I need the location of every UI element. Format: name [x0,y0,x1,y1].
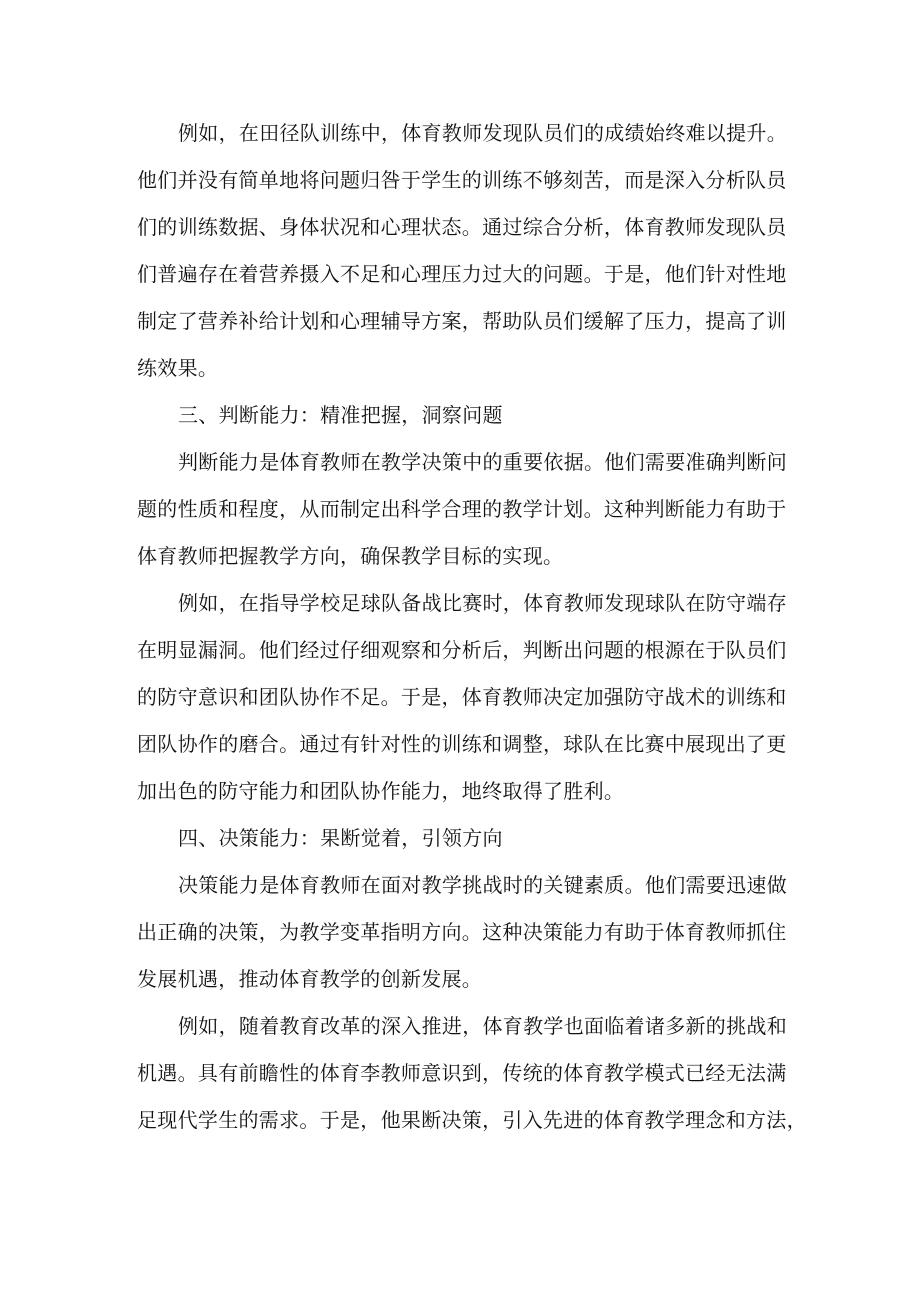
text-line: 例如，在田径队训练中，体育教师发现队员们的成绩始终难以提升。 [178,121,787,145]
section-heading-decision [137,815,797,862]
paragraph-example-reform [137,1003,807,1144]
paragraph-example-track-team [137,110,797,392]
section-heading: 四、决策能力：果断觉着，引领方向 [178,826,503,850]
text-line: 制定了营养补给计划和心理辅导方案，帮助队员们缓解了压力，提高了训 [137,309,787,333]
section-heading: 三、判断能力：精准把握，洞察问题 [178,403,503,427]
text-line: 决策能力是体育教师在面对教学挑战时的关键素质。他们需要迅速做 [178,873,787,897]
text-line: 们普遍存在着营养摄入不足和心理压力过大的问题。于是，他们针对性地 [137,262,787,286]
text-line: 发展机遇，推动体育教学的创新发展。 [137,967,483,991]
text-line: 在明显漏洞。他们经过仔细观察和分析后，判断出问题的根源在于队员们 [137,638,787,662]
text-line: 加出色的防守能力和团队协作能力，地终取得了胜利。 [137,779,625,803]
text-line: 判断能力是体育教师在教学决策中的重要依据。他们需要准确判断问 [178,450,787,474]
text-line: 题的性质和程度，从而制定出科学合理的教学计划。这种判断能力有助于 [137,497,787,521]
text-line: 足现代学生的需求。于是，他果断决策，引入先进的体育教学理念和方法， [137,1108,807,1132]
section-heading-judgment [137,392,797,439]
paragraph-decision-intro [137,862,797,1003]
paragraph-judgment-intro [137,439,797,580]
text-line: 们的训练数据、身体状况和心理状态。通过综合分析，体育教师发现队员 [137,215,787,239]
document-body [137,110,807,1144]
text-line: 团队协作的磨合。通过有针对性的训练和调整，球队在比赛中展现出了更 [137,732,787,756]
paragraph-example-football-team [137,580,797,815]
text-line: 他们并没有简单地将问题归咎于学生的训练不够刻苦，而是深入分析队员 [137,168,787,192]
text-line: 出正确的决策，为教学变革指明方向。这种决策能力有助于体育教师抓住 [137,920,787,944]
text-line: 练效果。 [137,356,219,380]
text-line: 例如，在指导学校足球队备战比赛时，体育教师发现球队在防守端存 [178,591,787,615]
text-line: 体育教师把握教学方向，确保教学目标的实现。 [137,544,564,568]
text-line: 机遇。具有前瞻性的体育李教师意识到，传统的体育教学模式已经无法满 [137,1061,787,1085]
text-line: 的防守意识和团队协作不足。于是，体育教师决定加强防守战术的训练和 [137,685,787,709]
text-line: 例如，随着教育改革的深入推进，体育教学也面临着诸多新的挑战和 [178,1014,787,1038]
